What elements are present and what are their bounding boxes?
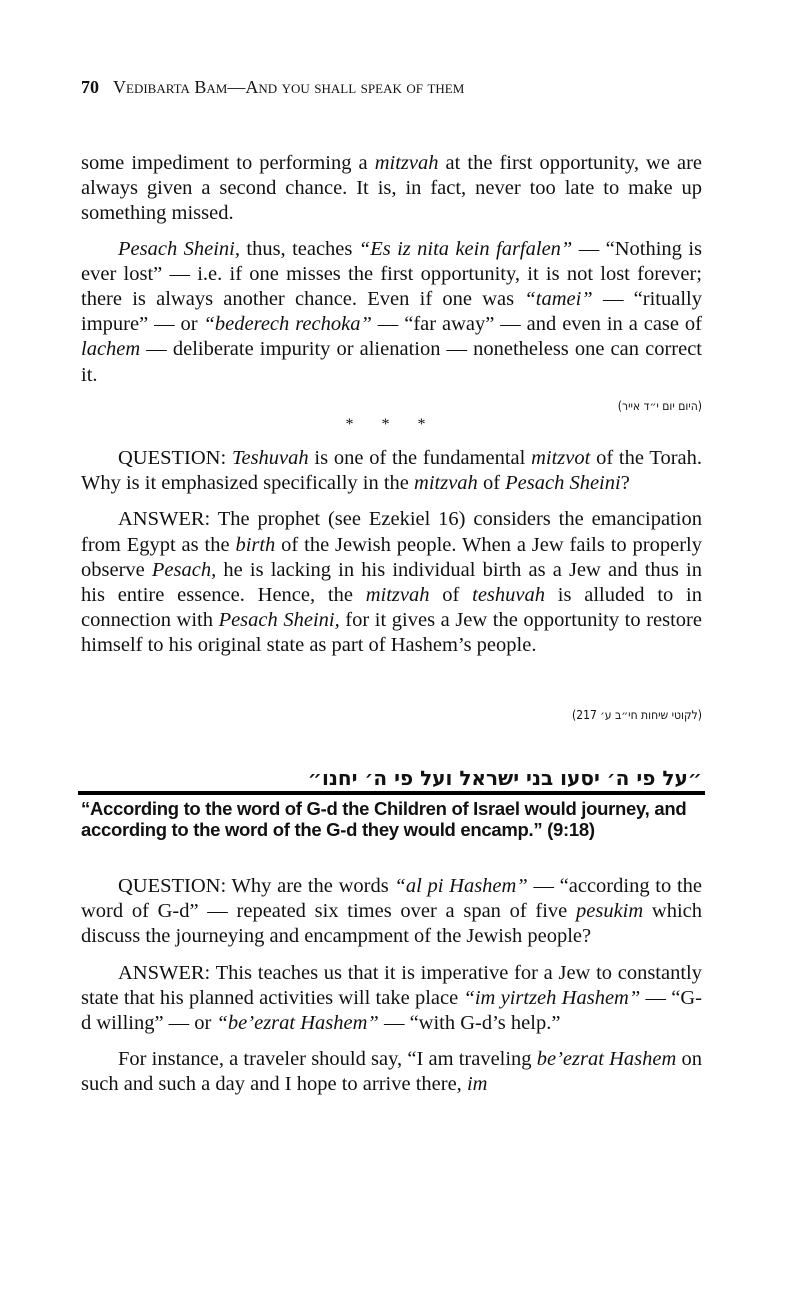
verse-translation: “According to the word of G-d the Children of Israel would journey, and according to the word of the G-d they would encamp.” (9:18) [81, 798, 687, 840]
question-paragraph: QUESTION: Teshuvah is one of the fundamental mitzvot of the Torah. Why is it emphasized specifically in the mitzvah of Pesach Sheini? [81, 447, 702, 495]
running-head [81, 77, 781, 98]
paragraph-continuation: some impediment to performing a mitzvah at the first opportunity, we are always given a second chance. It is, in fact, never too late to make up something missed. [81, 152, 703, 225]
section-continuation [81, 151, 702, 388]
page-number: 70 [81, 77, 99, 97]
hebrew-source-citation: (היום יום י״ד אייר) [617, 399, 702, 413]
heading-rule [78, 791, 705, 795]
section-separator: * * * [345, 416, 438, 433]
answer-paragraph: ANSWER: The prophet (see Ezekiel 16) considers the emancipation from Egypt as the birth of the Jewish people. When a Jew fails to properly observe Pesach, he is lacking in his individual birth as a Jew and thus in his entire essence. Hence, the mitzvah of teshuvah is alluded to in connection with Pesach Sheini, for it gives a Jew the opportunity to restore himself to his original state as part of Hashem’s people. [81, 508, 702, 657]
instance-paragraph: For instance, a traveler should say, “I am traveling be’ezrat Hashem on such and such a day and I hope to arrive there, im [81, 1048, 702, 1096]
paragraph-pesach-sheini: Pesach Sheini, thus, teaches “Es iz nita kein farfalen” — “Nothing is ever lost” — i.e. if one misses the first opportunity, it is not lost forever; there is always another chance. Even if one was “tamei” — “ritually impure” — or “bederech rechoka” — “far away” — and even in a case of lachem — deliberate impurity or alienation — nonetheless one can correct it. [81, 237, 702, 386]
hebrew-verse-heading: ״על פי ה׳ יסעו בני ישראל ועל פי ה׳ יחנו״ [307, 766, 702, 790]
book-title: Vedibarta Bam—And you shall speak of them [113, 77, 465, 97]
section-al-pi-hashem [81, 874, 702, 1098]
hebrew-source-citation: (לקוטי שיחות חי״ב ע׳ 217) [572, 708, 702, 722]
question-paragraph: QUESTION: Why are the words “al pi Hashem” — “according to the word of G-d” — repeated six times over a span of five pesukim which discuss the journeying and encampment of the Jewish people? [81, 875, 702, 948]
answer-paragraph: ANSWER: This teaches us that it is imperative for a Jew to constantly state that his planned activities will take place “im yirtzeh Hashem” — “G-d willing” — or “be’ezrat Hashem” — “with G-d’s help.” [81, 961, 702, 1035]
section-teshuvah [81, 446, 702, 659]
